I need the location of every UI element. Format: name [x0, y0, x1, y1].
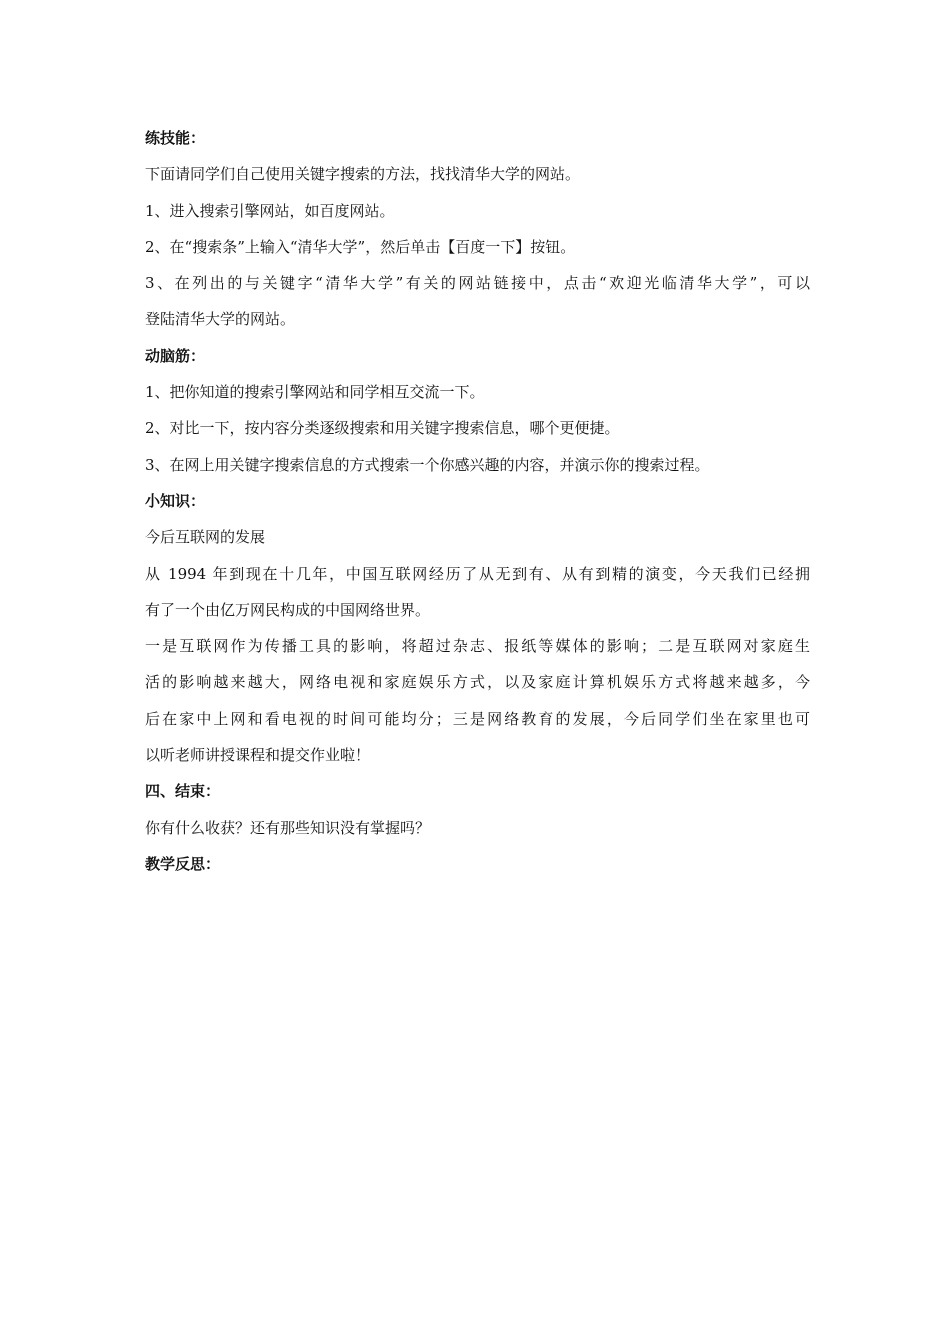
end-question: 你有什么收获？还有那些知识没有掌握吗？: [145, 818, 431, 837]
knowledge-paragraph-2-line-3: 后在家中上网和看电视的时间可能均分；三是网络教育的发展，今后同学们坐在家里也可: [145, 709, 810, 728]
think-item-3: 3、在网上用关键字搜索信息的方式搜索一个你感兴趣的内容，并演示你的搜索过程。: [145, 455, 710, 474]
knowledge-paragraph-2-line-4: 以听老师讲授课程和提交作业啦！: [145, 746, 371, 765]
think-heading: 动脑筋：: [145, 346, 206, 365]
practice-step-3-continued: 登陆清华大学的网站。: [145, 310, 296, 329]
reflection-heading: 教学反思：: [145, 854, 221, 873]
knowledge-paragraph-1-line-1: 从 1994 年到现在十几年，中国互联网经历了从无到有、从有到精的演变，今天我们已经拥: [145, 564, 810, 583]
knowledge-heading: 小知识：: [145, 491, 206, 510]
practice-heading: 练技能：: [145, 129, 206, 147]
practice-step-2: 2、在“搜索条”上输入“清华大学”，然后单击【百度一下】按钮。: [145, 237, 576, 256]
document-page: [145, 120, 810, 882]
end-heading: 四、结束：: [145, 782, 221, 801]
knowledge-subtitle: 今后互联网的发展: [145, 528, 266, 547]
knowledge-paragraph-2-line-1: 一是互联网作为传播工具的影响，将超过杂志、报纸等媒体的影响；二是互联网对家庭生: [145, 637, 810, 656]
practice-step-3: 3、在列出的与关键字“清华大学”有关的网站链接中，点击“欢迎光临清华大学”，可以: [145, 274, 810, 293]
think-item-2: 2、对比一下，按内容分类逐级搜索和用关键字搜索信息，哪个更便捷。: [145, 419, 620, 438]
knowledge-paragraph-1-line-2: 有了一个由亿万网民构成的中国网络世界。: [145, 600, 431, 619]
knowledge-paragraph-2-line-2: 活的影响越来越大，网络电视和家庭娱乐方式，以及家庭计算机娱乐方式将越来越多，今: [145, 673, 810, 692]
think-item-1: 1、把你知道的搜索引擎网站和同学相互交流一下。: [145, 383, 485, 402]
practice-intro: 下面请同学们自己使用关键字搜索的方法，找找清华大学的网站。: [145, 165, 581, 184]
practice-step-1: 1、进入搜索引擎网站，如百度网站。: [145, 201, 395, 220]
